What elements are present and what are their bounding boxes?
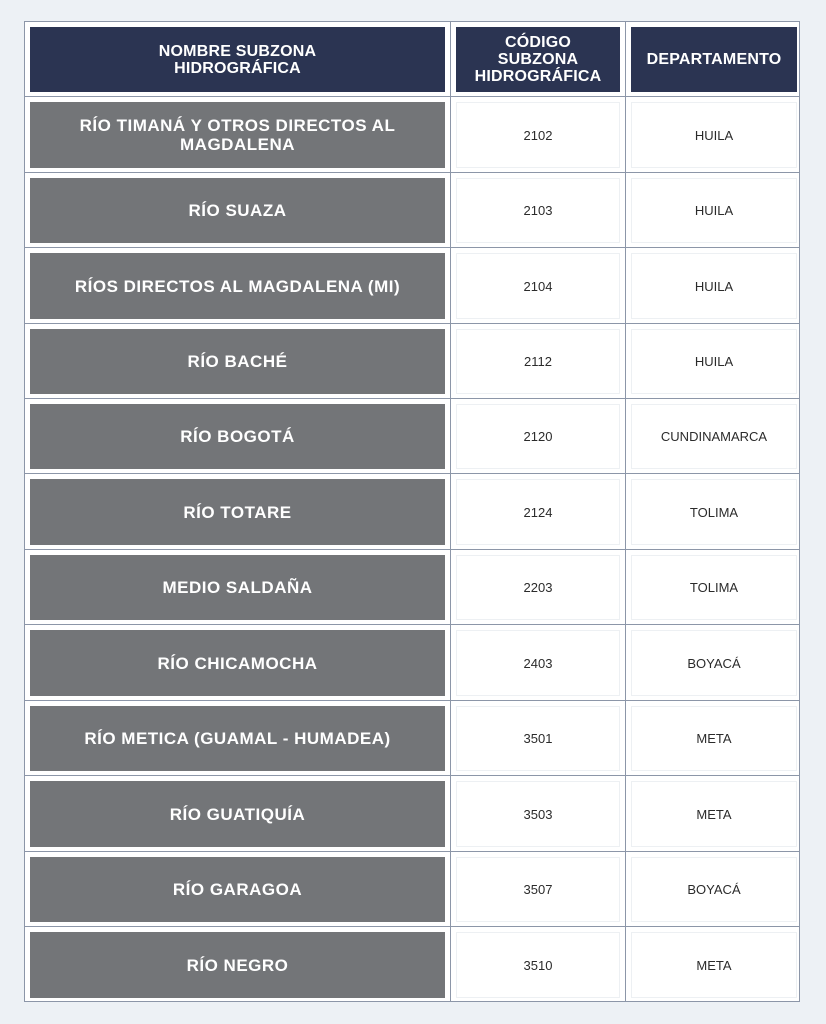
subzone-name: MEDIO SALDAÑA — [30, 555, 445, 620]
row-divider — [25, 473, 799, 474]
subzonas-table — [24, 21, 800, 1002]
subzone-name: RÍO METICA (GUAMAL - HUMADEA) — [30, 706, 445, 771]
subzone-name: RÍO TIMANÁ Y OTROS DIRECTOS AL MAGDALENA — [30, 102, 445, 168]
subzone-code: 3501 — [456, 706, 620, 771]
row-divider — [25, 323, 799, 324]
department: TOLIMA — [631, 479, 797, 545]
department: HUILA — [631, 102, 797, 168]
subzone-name: RÍOS DIRECTOS AL MAGDALENA (MI) — [30, 253, 445, 319]
column-divider — [450, 22, 451, 1001]
department: BOYACÁ — [631, 857, 797, 922]
department: BOYACÁ — [631, 630, 797, 696]
subzone-name: RÍO GUATIQUÍA — [30, 781, 445, 847]
subzone-code: 3510 — [456, 932, 620, 998]
row-divider — [25, 172, 799, 173]
header-name: NOMBRE SUBZONA HIDROGRÁFICA — [30, 27, 445, 92]
row-divider — [25, 700, 799, 701]
row-divider — [25, 247, 799, 248]
subzone-code: 2102 — [456, 102, 620, 168]
subzone-name: RÍO CHICAMOCHA — [30, 630, 445, 696]
department: META — [631, 781, 797, 847]
row-divider — [25, 96, 799, 97]
subzone-code: 2104 — [456, 253, 620, 319]
subzone-code: 2120 — [456, 404, 620, 469]
subzone-code: 2103 — [456, 178, 620, 243]
row-divider — [25, 549, 799, 550]
header-code: CÓDIGO SUBZONA HIDROGRÁFICA — [456, 27, 620, 92]
subzone-code: 3507 — [456, 857, 620, 922]
row-divider — [25, 398, 799, 399]
subzone-name: RÍO BOGOTÁ — [30, 404, 445, 469]
subzone-code: 3503 — [456, 781, 620, 847]
department: HUILA — [631, 253, 797, 319]
subzone-code: 2124 — [456, 479, 620, 545]
subzone-name: RÍO BACHÉ — [30, 329, 445, 394]
department: CUNDINAMARCA — [631, 404, 797, 469]
department: HUILA — [631, 329, 797, 394]
row-divider — [25, 775, 799, 776]
row-divider — [25, 851, 799, 852]
row-divider — [25, 624, 799, 625]
header-department: DEPARTAMENTO — [631, 27, 797, 92]
subzone-code: 2203 — [456, 555, 620, 620]
department: META — [631, 932, 797, 998]
department: META — [631, 706, 797, 771]
department: TOLIMA — [631, 555, 797, 620]
subzone-code: 2112 — [456, 329, 620, 394]
subzone-name: RÍO NEGRO — [30, 932, 445, 998]
department: HUILA — [631, 178, 797, 243]
column-divider — [625, 22, 626, 1001]
subzone-code: 2403 — [456, 630, 620, 696]
subzone-name: RÍO GARAGOA — [30, 857, 445, 922]
subzone-name: RÍO TOTARE — [30, 479, 445, 545]
row-divider — [25, 926, 799, 927]
subzone-name: RÍO SUAZA — [30, 178, 445, 243]
